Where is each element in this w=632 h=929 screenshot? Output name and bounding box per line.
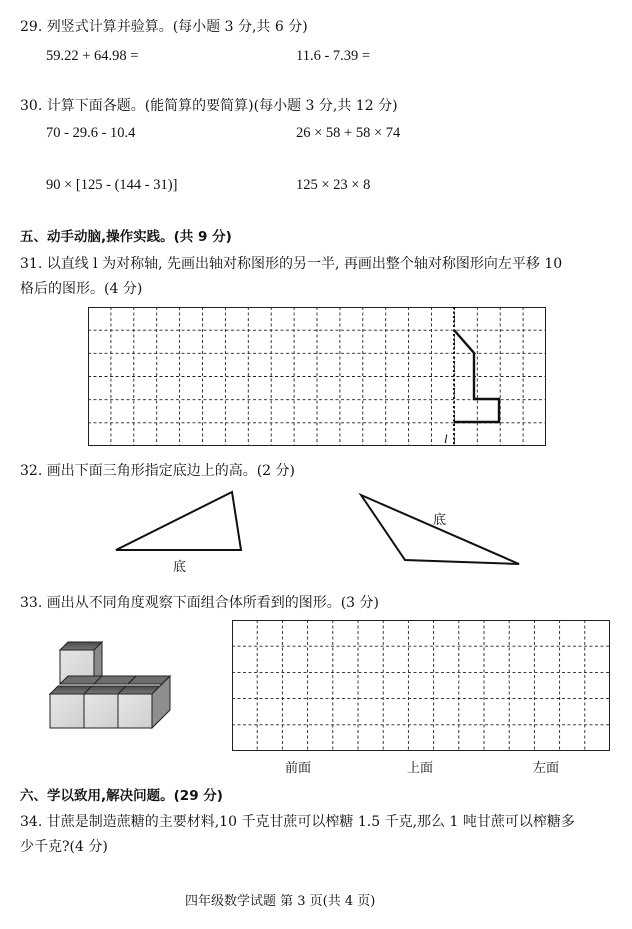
q30-expression-1: 70 - 29.6 - 10.4 [46, 125, 136, 141]
q31-half-figure [454, 330, 499, 422]
q29-title: 29. 列竖式计算并验算。(每小题 3 分,共 6 分) [20, 19, 308, 35]
page-footer: 四年级数学试题 第 3 页(共 4 页) [185, 894, 376, 909]
q33-title: 33. 画出从不同角度观察下面组合体所看到的图形。(3 分) [20, 595, 379, 611]
q32-base-label-2: 底 [433, 513, 447, 528]
q31-axis-label: l [444, 431, 448, 446]
q33-drawing-grid [232, 620, 612, 754]
q33-grid-border [233, 621, 610, 751]
q33-view-left-label: 左面 [533, 761, 560, 776]
q29-expression-2: 11.6 - 7.39 = [296, 48, 371, 64]
q32-title: 32. 画出下面三角形指定底边上的高。(2 分) [20, 463, 295, 479]
q30-title: 30. 计算下面各题。(能简算的要简算)(每小题 3 分,共 12 分) [20, 98, 398, 114]
q33-view-top-label: 上面 [407, 761, 434, 776]
q31-text-line-1: 31. 以直线 l 为对称轴, 先画出轴对称图形的另一半, 再画出整个轴对称图形向左平移 10 [20, 256, 563, 272]
q32-triangle-1 [110, 487, 250, 567]
q30-expression-2: 26 × 58 + 58 × 74 [296, 125, 401, 141]
q34-text-line-1: 34. 甘蔗是制造蔗糖的主要材料,10 千克甘蔗可以榨糖 1.5 千克,那么 1 吨甘蔗可以榨糖多 [20, 814, 575, 830]
q32-base-label-1: 底 [173, 560, 187, 575]
q30-expression-4: 125 × 23 × 8 [296, 177, 371, 193]
section-5-title: 五、动手动脑,操作实践。(共 9 分) [20, 229, 232, 245]
q34-text-line-2: 少千克?(4 分) [20, 839, 108, 855]
q33-cube-assembly [40, 632, 175, 737]
q29-expression-1: 59.22 + 64.98 = [46, 48, 139, 64]
q30-expression-3: 90 × [125 - (144 - 31)] [46, 177, 178, 193]
section-6-title: 六、学以致用,解决问题。(29 分) [20, 788, 223, 804]
q33-view-front-label: 前面 [285, 761, 312, 776]
q31-text-line-2: 格后的图形。(4 分) [20, 281, 143, 297]
q31-grid [88, 307, 548, 450]
q32-triangle-2 [355, 490, 525, 570]
